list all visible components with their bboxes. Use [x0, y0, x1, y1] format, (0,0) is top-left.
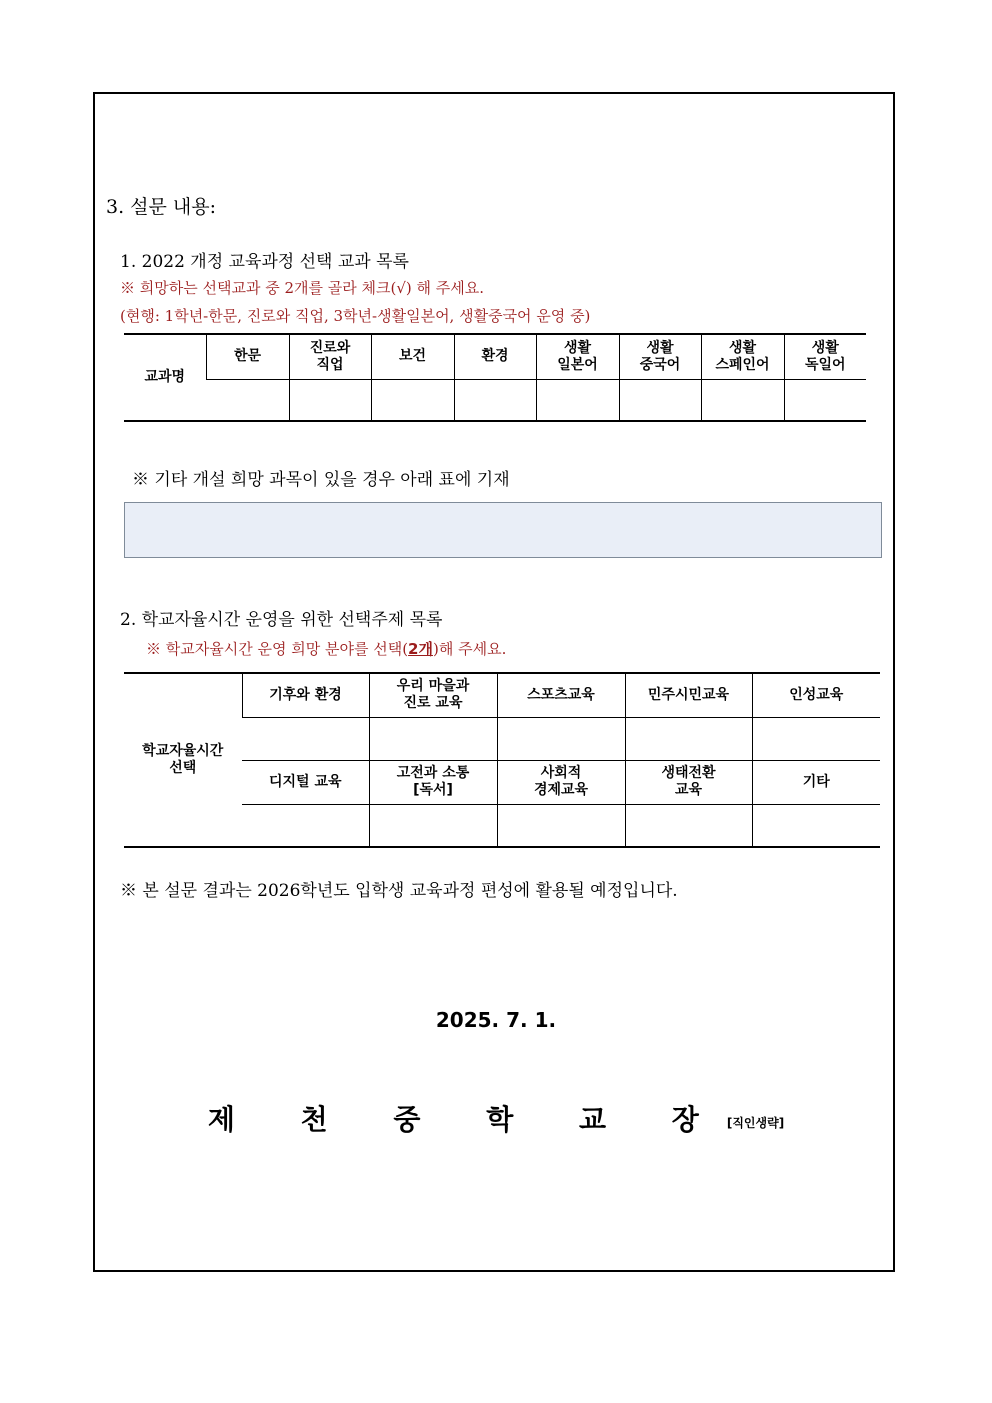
topic-check-cell[interactable] — [242, 717, 369, 760]
subject-name: 한문 — [206, 334, 289, 379]
topic-check-cell[interactable] — [369, 804, 497, 847]
topic-name: 사회적 경제교육 — [497, 760, 625, 804]
autonomous-time-table — [124, 672, 880, 848]
subject-check-cell[interactable] — [701, 379, 784, 421]
topic-check-cell[interactable] — [625, 717, 752, 760]
subject-name: 생활 독일어 — [784, 334, 866, 379]
topic-name: 우리 마을과 진로 교육 — [369, 673, 497, 717]
subject-name: 생활 일본어 — [536, 334, 619, 379]
topic-name: 민주시민교육 — [625, 673, 752, 717]
topic-name: 디지털 교육 — [242, 760, 369, 804]
subject-check-cell[interactable] — [206, 379, 289, 421]
topic-name: 스포츠교육 — [497, 673, 625, 717]
q1-instruction: ※ 희망하는 선택교과 중 2개를 골라 체크(√) 해 주세요. — [120, 279, 485, 297]
q2-title: 2. 학교자율시간 운영을 위한 선택주제 목록 — [120, 610, 443, 630]
subject-name: 생활 스페인어 — [701, 334, 784, 379]
topic-check-cell[interactable] — [497, 717, 625, 760]
topic-name: 인성교육 — [752, 673, 880, 717]
topic-check-cell[interactable] — [497, 804, 625, 847]
principal-signature — [0, 1098, 992, 1138]
topic-check-cell[interactable] — [752, 804, 880, 847]
subject-name: 생활 중국어 — [619, 334, 701, 379]
topic-check-cell[interactable] — [752, 717, 880, 760]
subject-check-cell[interactable] — [536, 379, 619, 421]
topic-check-cell[interactable] — [369, 717, 497, 760]
subject-check-cell[interactable] — [454, 379, 536, 421]
topic-check-cell[interactable] — [625, 804, 752, 847]
subject-name: 진로와 직업 — [289, 334, 371, 379]
document-date: 2025. 7. 1. — [435, 1008, 557, 1032]
other-subject-input[interactable] — [124, 502, 882, 558]
topic-name: 생태전환 교육 — [625, 760, 752, 804]
q2-instruction: ※ 학교자율시간 운영 희망 분야를 선택(2개)해 주세요. — [146, 640, 507, 658]
subject-name: 환경 — [454, 334, 536, 379]
q1-title: 1. 2022 개정 교육과정 선택 교과 목록 — [120, 252, 409, 272]
footer-note: ※ 본 설문 결과는 2026학년도 입학생 교육과정 편성에 활용될 예정입니다. — [120, 881, 678, 901]
topic-name: 고전과 소통 [독서] — [369, 760, 497, 804]
subject-check-cell[interactable] — [619, 379, 701, 421]
topic-name: 기타 — [752, 760, 880, 804]
subject-selection-table — [124, 333, 866, 422]
topic-name: 기후와 환경 — [242, 673, 369, 717]
other-subject-label: ※ 기타 개설 희망 과목이 있을 경우 아래 표에 기재 — [132, 470, 510, 490]
seal-omitted-note: [직인생략] — [726, 1116, 785, 1130]
topic-row-header: 학교자율시간 선택 — [124, 673, 242, 847]
q1-current-status: (현행: 1학년-한문, 진로와 직업, 3학년-생활일본어, 생활중국어 운영 중) — [120, 307, 591, 325]
subject-name: 보건 — [371, 334, 454, 379]
principal-title: 제 천 중 학 교 장 — [207, 1103, 727, 1136]
q2-instruction-emphasis: 2개 — [408, 640, 433, 658]
subject-check-cell[interactable] — [784, 379, 866, 421]
section-title: 3. 설문 내용: — [106, 196, 217, 218]
subject-check-cell[interactable] — [289, 379, 371, 421]
topic-check-cell[interactable] — [242, 804, 369, 847]
subject-check-cell[interactable] — [371, 379, 454, 421]
subject-row-header: 교과명 — [124, 334, 206, 421]
